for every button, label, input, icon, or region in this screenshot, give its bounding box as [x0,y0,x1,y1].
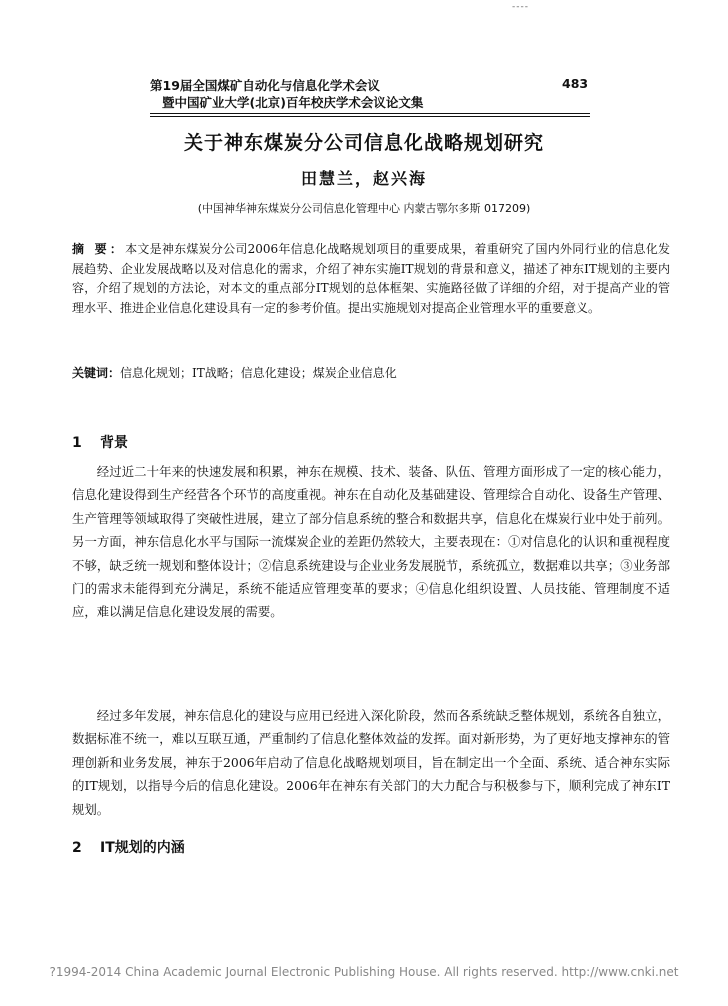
header-rule-thin [150,116,590,117]
body-paragraph: 经过多年发展，神东信息化的建设与应用已经进入深化阶段，然而各系统缺乏整体规划，系统各自独立，数据标准不统一，难以互联互通，严重制约了信息化整体效益的发挥。面对新形势，为了更好地支撑神东的管理创新和业务发展，神东于2006年启动了信息化战略规划项目，旨在制定出一个全面、系统、适合神东实际的IT规划，以指导今后的信息化建设。2006年在神东有关部门的大力配合与积极参与下，顺利完成了神东IT规划。 [72,708,670,817]
running-header-line-2: 暨中国矿业大学(北京)百年校庆学术会议论文集 [162,95,424,110]
running-header-line-1: 第19届全国煤矿自动化与信息化学术会议 [150,78,380,93]
section-title: IT规划的内涵 [100,840,185,856]
keywords-label: 关键词： [72,366,121,380]
section-title: 背景 [100,435,128,451]
abstract-text: 本文是神东煤炭分公司2006年信息化战略规划项目的重要成果，着重研究了国内外同行业的信息化发展趋势、企业发展战略以及对信息化的需求，介绍了神东实施IT规划的背景和意义，描述了神东IT规划的主要内容，介绍了规划的方法论，对本文的重点部分IT规划的总体框架、实施路径做了详细的介绍，对于提高产业的管理水平、推进企业信息化建设具有一定的参考价值。提出实施规划对提高企业管理水平的重要意义。 [72,242,671,315]
section-number: 1 [72,435,82,451]
paper-title: 关于神东煤炭分公司信息化战略规划研究 [183,132,544,154]
keywords [72,364,670,381]
header-rule-thick [150,113,590,114]
page-number: 483 [562,76,589,91]
body-paragraph: 经过近二十年来的快速发展和积累，神东在规模、技术、装备、队伍、管理方面形成了一定的核心能力，信息化建设得到生产经营各个环节的高度重视。神东在自动化及基础建设、管理综合自动化、设备生产管理、生产管理等领域取得了突破性进展，建立了部分信息系统的整合和数据共享，信息化在煤炭行业中处于前列。另一方面，神东信息化水平与国际一流煤炭企业的差距仍然较大，主要表现在：①对信息化的认识和重视程度不够，缺乏统一规划和整体设计；②信息系统建设与企业业务发展脱节，系统孤立，数据难以共享；③业务部门的需求未能得到充分满足，系统不能适应管理变革的要求；④信息化组织设置、人员技能、管理制度不适应，难以满足信息化建设发展的需要。 [72,464,670,620]
keywords-text: 信息化规划；IT战略；信息化建设；煤炭企业信息化 [120,366,397,380]
abstract [72,240,670,318]
copyright-footer: ?1994-2014 China Academic Journal Electronic Publishing House. All rights reserved. http://www.cnki.net [49,965,679,979]
section-heading-background [72,432,128,452]
author-affiliation: (中国神华神东煤炭分公司信息化管理中心 内蒙古鄂尔多斯 017209) [197,202,531,215]
paper-authors: 田慧兰，赵兴海 [300,169,427,188]
section-heading-it-planning [72,837,185,857]
top-mark: ---- [512,2,529,12]
abstract-label: 摘 要： [72,242,126,256]
section-number: 2 [72,840,82,856]
